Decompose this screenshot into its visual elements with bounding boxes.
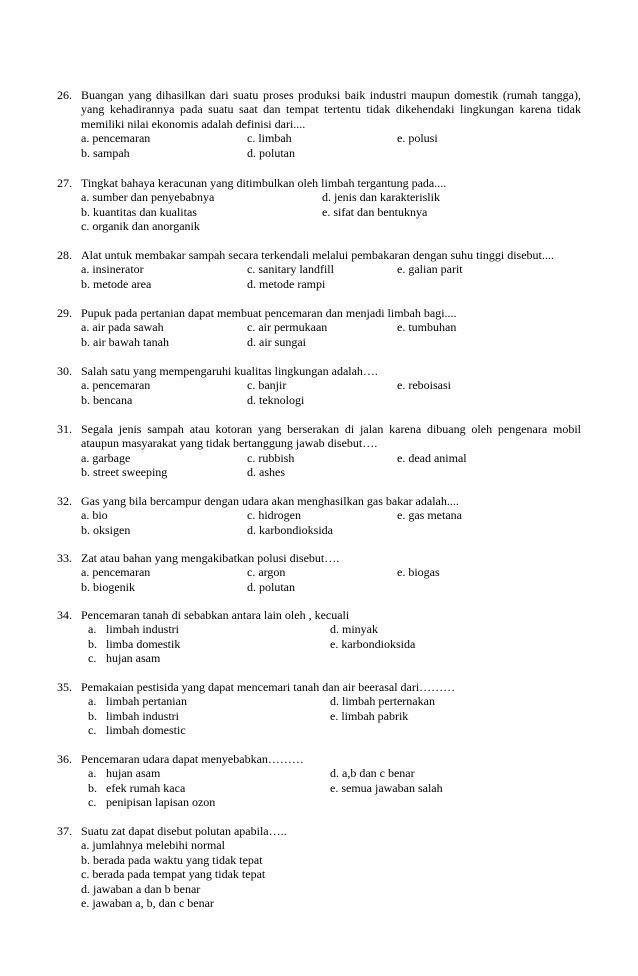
- option-d: d. teknologi: [247, 392, 305, 407]
- question-30: [57, 364, 581, 407]
- option-b: b. bencana: [81, 392, 133, 407]
- option-c: c. air permukaan: [247, 320, 328, 335]
- question-text: Pupuk pada pertanian dapat membuat pencemaran dan menjadi limbah bagi....: [81, 306, 457, 320]
- option-a: a. sumber dan penyebabnya: [81, 190, 215, 205]
- question-33: [57, 551, 581, 594]
- question-34: [57, 608, 581, 666]
- question-text: Gas yang bila bercampur dengan udara akan menghasilkan gas bakar adalah....: [81, 494, 459, 508]
- question-number: 31.: [57, 422, 72, 436]
- question-27: [57, 176, 581, 234]
- option-b: limba domestik: [106, 636, 181, 651]
- option-a: a. pencemaran: [81, 565, 151, 580]
- question-text-continued: ataupun masyarakat yang tidak bertanggung jawab disebut….: [81, 436, 378, 451]
- option-a: limbah pertanian: [106, 694, 187, 709]
- option-e: e. galian parit: [397, 262, 463, 277]
- option-e: e. polusi: [397, 131, 438, 146]
- option-b: b. kuantitas dan kualitas: [81, 204, 197, 219]
- question-number: 34.: [57, 608, 72, 622]
- option-e: e. semua jawaban salah: [330, 780, 443, 795]
- option-c: c. sanitary landfill: [247, 262, 334, 277]
- option-d: d. limbah perternakan: [330, 694, 435, 709]
- option-d: d. polutan: [247, 579, 295, 594]
- option-letter-a: a.: [88, 622, 97, 637]
- question-number: 32.: [57, 494, 72, 508]
- option-e: e. karbondioksida: [330, 636, 416, 651]
- option-c: c. berada pada tempat yang tidak tepat: [81, 867, 266, 882]
- question-text-continued: yang kehadirannya pada suatu saat dan tempat tertentu tidak dikehendaki lingkungan karena tidak: [81, 102, 581, 117]
- question-number: 30.: [57, 364, 72, 378]
- question-text: Tingkat bahaya keracunan yang ditimbulkan oleh limbah tergantung pada....: [81, 176, 447, 190]
- question-number: 35.: [57, 680, 72, 694]
- question-text: Alat untuk membakar sampah secara terkendali melalui pembakaran dengan suhu tinggi disebut....: [81, 248, 554, 262]
- question-text-continued: memiliki nilai ekonomis adalah definisi dari....: [81, 116, 306, 131]
- option-a: a. pencemaran: [81, 131, 151, 146]
- option-a: limbah industri: [106, 622, 179, 637]
- option-a: hujan asam: [106, 766, 161, 781]
- option-d: d. ashes: [247, 465, 285, 480]
- option-b: b. sampah: [81, 145, 130, 160]
- option-c: hujan asam: [106, 651, 161, 666]
- question-number: 29.: [57, 306, 72, 320]
- question-text: Zat atau bahan yang mengakibatkan polusi disebut….: [81, 551, 340, 565]
- option-letter-b: b.: [88, 780, 97, 795]
- question-number: 26.: [57, 88, 72, 102]
- option-b: b. metode area: [81, 276, 152, 291]
- option-a: a. bio: [81, 508, 108, 523]
- option-d: d. jawaban a dan b benar: [81, 881, 201, 896]
- option-e: e. limbah pabrik: [330, 708, 409, 723]
- option-b: limbah industri: [106, 708, 179, 723]
- option-d: d. polutan: [247, 145, 295, 160]
- option-c: c. limbah: [247, 131, 292, 146]
- option-e: e. reboisasi: [397, 378, 451, 393]
- option-e: e. biogas: [397, 565, 440, 580]
- question-text: Pencemaran tanah di sebabkan antara lain oleh , kecuali: [81, 608, 350, 622]
- option-c: limbah domestic: [106, 723, 186, 738]
- question-36: [57, 752, 581, 810]
- option-letter-a: a.: [88, 694, 97, 709]
- option-a: a. insinerator: [81, 262, 144, 277]
- question-29: [57, 306, 581, 349]
- option-letter-a: a.: [88, 766, 97, 781]
- option-b: b. street sweeping: [81, 465, 168, 480]
- question-text: Pencemaran udara dapat menyebabkan………: [81, 752, 304, 766]
- option-c: c. argon: [247, 565, 286, 580]
- option-b: b. air bawah tanah: [81, 334, 169, 349]
- option-a: a. jumlahnya melebihi normal: [81, 838, 225, 853]
- option-d: d. air sungai: [247, 334, 306, 349]
- question-number: 27.: [57, 176, 72, 190]
- option-d: d. karbondioksida: [247, 522, 333, 537]
- question-28: [57, 248, 581, 291]
- option-d: d. metode rampi: [247, 276, 326, 291]
- option-e: e. dead animal: [397, 450, 467, 465]
- option-b: efek rumah kaca: [106, 780, 186, 795]
- option-c: c. rubbish: [247, 450, 295, 465]
- question-number: 33.: [57, 551, 72, 565]
- question-text: Buangan yang dihasilkan dari suatu proses produksi baik industri maupun domestik (rumah tangga),: [81, 88, 581, 102]
- option-e: e. jawaban a, b, dan c benar: [81, 895, 214, 910]
- option-a: a. garbage: [81, 450, 131, 465]
- option-letter-c: c.: [88, 795, 97, 810]
- question-text: Segala jenis sampah atau kotoran yang berserakan di jalan karena dibuang oleh pengenara mobil: [81, 422, 581, 436]
- question-35: [57, 680, 581, 738]
- option-letter-c: c.: [88, 723, 97, 738]
- question-text: Suatu zat dapat disebut polutan apabila…..: [81, 824, 287, 838]
- option-e: e. gas metana: [397, 508, 462, 523]
- option-a: a. air pada sawah: [81, 320, 164, 335]
- option-d: d. a,b dan c benar: [330, 766, 415, 781]
- question-number: 36.: [57, 752, 72, 766]
- question-text: Salah satu yang mempengaruhi kualitas lingkungan adalah….: [81, 364, 378, 378]
- option-b: b. biogenik: [81, 579, 135, 594]
- option-d: d. jenis dan karakterislik: [322, 190, 440, 205]
- option-letter-b: b.: [88, 636, 97, 651]
- question-31: [57, 422, 581, 480]
- option-b: b. oksigen: [81, 522, 131, 537]
- question-37: [57, 824, 581, 910]
- option-a: a. pencemaran: [81, 378, 151, 393]
- option-c: penipisan lapisan ozon: [106, 795, 216, 810]
- option-b: b. berada pada waktu yang tidak tepat: [81, 852, 263, 867]
- option-c: c. banjir: [247, 378, 287, 393]
- option-e: e. tumbuhan: [397, 320, 457, 335]
- option-e: e. sifat dan bentuknya: [322, 204, 428, 219]
- question-32: [57, 494, 581, 537]
- question-text: Pemakaian pestisida yang dapat mencemari tanah dan air beerasal dari………: [81, 680, 456, 694]
- option-c: c. hidrogen: [247, 508, 301, 523]
- option-letter-c: c.: [88, 651, 97, 666]
- option-c: c. organik dan anorganik: [81, 219, 200, 234]
- question-26: [57, 88, 581, 160]
- option-letter-b: b.: [88, 708, 97, 723]
- option-d: d. minyak: [330, 622, 378, 637]
- question-number: 37.: [57, 824, 72, 838]
- question-number: 28.: [57, 248, 72, 262]
